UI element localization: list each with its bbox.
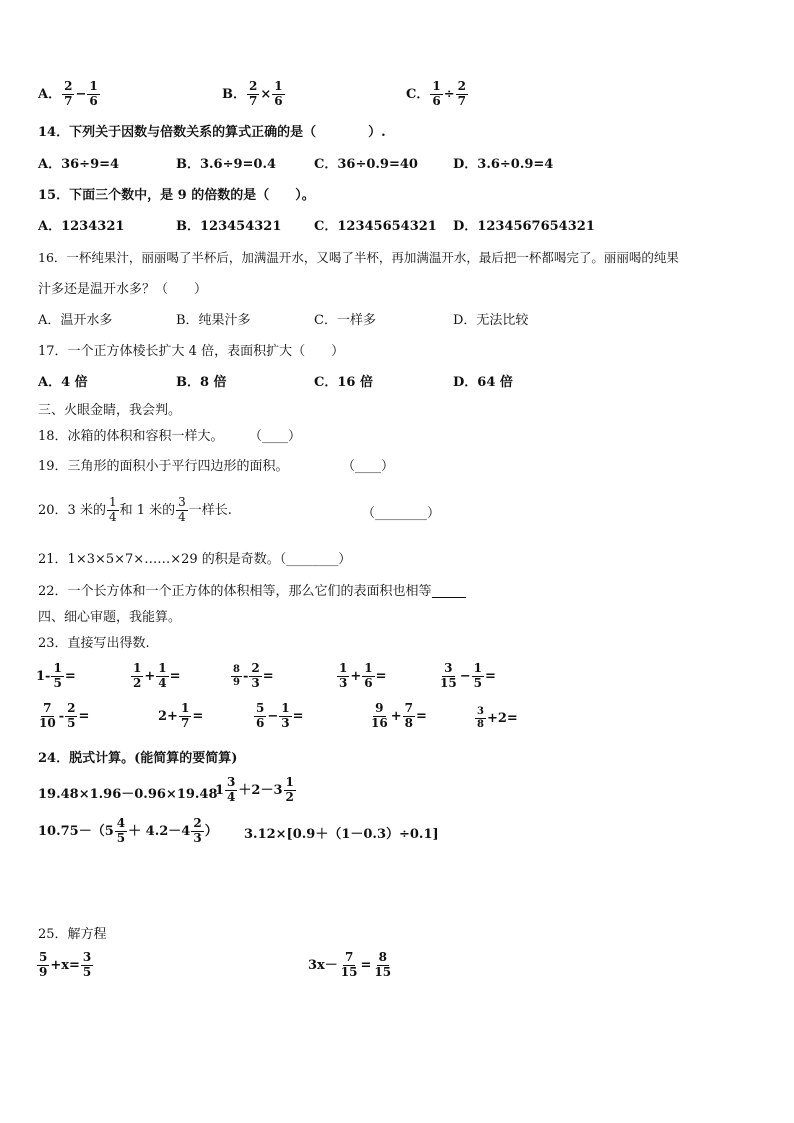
fraction: $\frac{2}{7}$ [64, 79, 73, 108]
q17-stem: 17．一个正方体棱长扩大 4 倍，表面积扩大（ ） [38, 344, 345, 359]
fraction: $\frac{2}{7}$ [249, 79, 258, 108]
q17-option-b: B．8 倍 [176, 375, 227, 390]
q14-option-b: B．3.6÷9=0.4 [176, 157, 277, 172]
q16-option-b: B．纯果汁多 [176, 313, 251, 328]
fraction: $\frac{7}{8}$ [404, 701, 413, 730]
q23-r1-item-1: 1- $\frac{1}{5}$ = [36, 661, 76, 690]
fraction: $\frac{1}{6}$ [432, 79, 441, 108]
answer-blank [432, 585, 466, 598]
q23-stem: 23．直接写出得数. [38, 636, 150, 651]
q24-expr-2: 1 $\frac{3}{4}$ ＋2－3 $\frac{1}{2}$ [215, 775, 294, 804]
q23-r2-item-1: $\frac{7}{10}$ - $\frac{2}{5}$ = [39, 701, 90, 730]
q17-option-a: A．4 倍 [38, 375, 88, 390]
fraction: $\frac{1}{7}$ [180, 701, 190, 730]
fraction: $\frac{1}{3}$ [281, 701, 290, 730]
fraction: $\frac{9}{16}$ [371, 701, 388, 730]
fraction: $\frac{5}{6}$ [256, 701, 265, 730]
q14-option-a: A．36÷9=4 [38, 157, 120, 172]
fraction: $\frac{7}{10}$ [39, 701, 56, 730]
fraction: $\frac{2}{3}$ [193, 816, 202, 845]
q18-blank: （____） [249, 429, 302, 444]
q24-expr-3: 10.75－（5 $\frac{4}{5}$ ＋ 4.2－4 $\frac{2}{3}$ ） [38, 816, 218, 845]
fraction: $\frac{2}{5}$ [67, 701, 76, 730]
q15-stem: 15．下面三个数中，是 9 的倍数的是（ ）。 [38, 188, 315, 203]
fraction: $\frac{1}{5}$ [53, 661, 62, 690]
q15-option-a: A．1234321 [38, 219, 125, 234]
q14-option-d: D．3.6÷0.9=4 [453, 157, 554, 172]
q13-option-a: A． $\frac{2}{7}$ − $\frac{1}{6}$ [38, 79, 98, 108]
q25-equation-1: $\frac{5}{9}$ +x= $\frac{3}{5}$ [39, 950, 92, 979]
fraction: $\frac{8}{15}$ [374, 950, 392, 979]
fraction: $\frac{3}{5}$ [82, 950, 92, 979]
fraction: $\frac{1}{6}$ [364, 661, 373, 690]
q23-r2-item-2: 2+ $\frac{1}{7}$ = [158, 701, 204, 730]
q23-r1-item-4: $\frac{1}{3}$ + $\frac{1}{6}$ = [339, 661, 387, 690]
fraction: $\frac{1}{5}$ [473, 661, 482, 690]
q15-option-d: D．1234567654321 [453, 219, 595, 234]
fraction: $\frac{8}{9}$ [233, 664, 240, 688]
q17-option-c: C．16 倍 [314, 375, 373, 390]
fraction: $\frac{1}{4}$ [158, 661, 167, 690]
fraction: $\frac{2}{7}$ [457, 79, 466, 108]
q16-option-d: D．无法比较 [453, 313, 529, 328]
q23-r1-item-2: $\frac{1}{2}$ + $\frac{1}{4}$ = [133, 661, 181, 690]
q13-option-b: B． $\frac{2}{7}$ × $\frac{1}{6}$ [222, 79, 283, 108]
q17-option-d: D．64 倍 [453, 375, 513, 390]
q24-expr-1: 19.48×1.96－0.96×19.48 [38, 787, 218, 802]
fraction: $\frac{5}{9}$ [39, 950, 48, 979]
section-heading-3: 三、火眼金睛，我会判。 [38, 403, 182, 418]
q13-option-c: C． $\frac{1}{6}$ ÷ $\frac{2}{7}$ [406, 79, 466, 108]
q19-blank: （____） [342, 459, 395, 474]
fraction: $\frac{1}{3}$ [339, 661, 348, 690]
q19-stem: 19．三角形的面积小于平行四边形的面积。 [38, 459, 289, 474]
q16-option-c: C．一样多 [314, 313, 376, 328]
q20-stem: 20．3 米的 $\frac{1}{4}$ 和 1 米的 $\frac{3}{4}$ 一样长. [38, 495, 232, 524]
fraction: $\frac{3}{4}$ [178, 495, 186, 524]
q18-stem: 18．冰箱的体积和容积一样大。 [38, 429, 224, 444]
q23-r2-item-4: $\frac{9}{16}$ + $\frac{7}{8}$ = [371, 701, 427, 730]
q15-option-c: C．12345654321 [314, 219, 437, 234]
q24-expr-4: 3.12×[0.9＋（1－0.3）÷0.1] [244, 827, 439, 842]
fraction: $\frac{1}{4}$ [108, 495, 117, 524]
q23-r1-item-5: $\frac{3}{15}$ − $\frac{1}{5}$ = [440, 661, 496, 690]
fraction: $\frac{2}{3}$ [251, 661, 260, 690]
fraction: $\frac{7}{15}$ [340, 950, 358, 979]
q21-stem: 21．1×3×5×7×……×29 的积是奇数。（________） [38, 552, 352, 567]
fraction: $\frac{1}{6}$ [274, 79, 283, 108]
q25-equation-2: 3x－ $\frac{7}{15}$ = $\frac{8}{15}$ [308, 950, 392, 979]
fraction: $\frac{1}{2}$ [285, 775, 294, 804]
q23-r2-item-5: $\frac{3}{8}$ +2= [477, 706, 518, 730]
q23-r2-item-3: $\frac{5}{6}$ − $\frac{1}{3}$ = [256, 701, 304, 730]
q24-stem: 24．脱式计算。(能简算的要简算) [38, 751, 238, 766]
fraction: $\frac{1}{6}$ [89, 79, 98, 108]
fraction: $\frac{3}{4}$ [227, 775, 236, 804]
fraction: $\frac{3}{8}$ [477, 706, 484, 730]
q16-option-a: A．温开水多 [38, 313, 113, 328]
section-heading-4: 四、细心审题，我能算。 [38, 610, 182, 625]
fraction: $\frac{1}{2}$ [133, 661, 142, 690]
fraction: $\frac{3}{15}$ [440, 661, 457, 690]
q14-stem: 14．下列关于因数与倍数关系的算式正确的是（ ）. [38, 125, 386, 140]
q23-r1-item-3: $\frac{8}{9}$ - $\frac{2}{3}$ = [233, 661, 274, 690]
q25-stem: 25．解方程 [38, 927, 107, 942]
q22-stem: 22．一个长方体和一个正方体的体积相等，那么它们的表面积也相等 [38, 585, 466, 598]
fraction: $\frac{4}{5}$ [116, 816, 126, 845]
q14-option-c: C．36÷0.9=40 [314, 157, 418, 172]
q15-option-b: B．123454321 [176, 219, 282, 234]
q20-blank: （________） [362, 506, 441, 521]
q16-stem-line1: 16．一杯纯果汁，丽丽喝了半杯后，加满温开水，又喝了半杯，再加满温开水，最后把一杯都喝完了。丽丽喝的纯果 [38, 250, 679, 265]
q16-stem-line2: 汁多还是温开水多？（ ） [38, 282, 208, 297]
